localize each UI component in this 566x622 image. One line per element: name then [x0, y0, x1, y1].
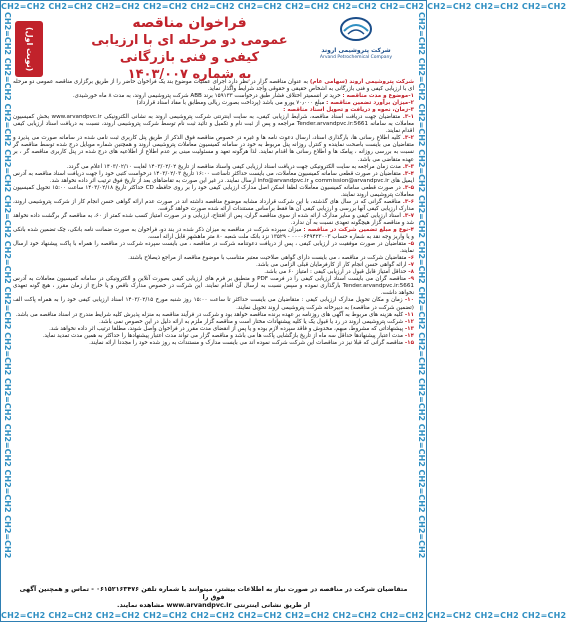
clause-3-3	[13, 164, 414, 171]
clause-lead: ۸-	[408, 269, 414, 276]
clause-text: متقاضیان در صورت موفقیت در ارزیابی کیفی ، پس از دریافت دعوتنامه شرکت در مناقصه ، می بایست سپرده شرکت در مناقصه را همراه با پاکت پیشنهاد خود ارسال نمایند.	[13, 241, 414, 255]
footer-line-1: متقاضیان شرکت در مناقصه در صورت نیاز به اطلاعات بیشتر، میتوانند با شماره تلفن ۰۶۱۵۲۱۶۳۴۷۶ - تماس و همچنین آگهی فوق را	[19, 585, 408, 601]
announcement-content	[13, 79, 414, 347]
clause-lead: ۳-۶.	[402, 198, 414, 205]
clause-3-1	[13, 114, 414, 135]
clause-text: مدت اعتبار پیشنهادها حداقل سه ماه از تاریخ بازگشایی پاکت ها می باشد و مناقصه گزار می تواند مدت اعتبار پیشنهادها را حداکثر به همین مدت تمدید نماید.	[42, 332, 405, 339]
clause-text: میزان سپرده شرکت در مناقصه به میزان ذکر شده در بند دو، فراخوان به صورت ضمانت نامه بانکی، چک تضمین شده بانکی و یا واریز وجه نقد به شماره حساب ۰۰۰۰۶۴۹۴۲۳۰۰۳ - ۱۳۵۲۹ نزد بانک ملت شعبه ۸۰ متر ماهشهر قابل ارائه است.	[13, 226, 414, 241]
clause-lead: ۱-موضوع و مدت مناقصه :	[342, 93, 414, 100]
logo-mark-icon	[339, 15, 373, 43]
clause-lead: ۳-۳.	[402, 163, 414, 170]
clause-14	[13, 333, 414, 340]
clause-text: حداقل امتیاز قابل قبول در ارزیابی کیفی : امتیاز ۶۰ می باشد.	[264, 269, 409, 276]
clause-text: متقاضیان در صورت قطعی سامانه کمیسیون معاملات، می بایست حداکثر تاساعت ۱۶:۰۰ تاریخ ۱۴۰۳/۰۲/۰۳ درخواست کتبی خود را جهت دریافت اسناد مناقصه به آدرس ایمیل های commission@arvandpvc.ir و info@arvandpvc.ir ارسال نمایند. در غیر این صورت به تقاضاهای بعد از تاریخ فوق ترتیب اثر داده نخواهد شد.	[13, 170, 414, 184]
clause-lead: ۶-	[408, 255, 414, 262]
footer-line-2: از طریق نشانی اینترنتی www.arvandpvc.ir مشاهده نمایند.	[117, 601, 310, 609]
clause-text: متقاضیان شرکت در مناقصه ، می بایست دارای گواهی صلاحیت معتبر متناسب با موضوع مناقصه از مراجع ذیصلاح باشند.	[128, 255, 409, 262]
intro-lead: شرکت پتروشیمی اروند (سهامی عام)	[309, 79, 414, 85]
clause-lead: ۱۵-	[404, 339, 414, 346]
clause-10	[13, 297, 414, 311]
clause-lead: ۳-۵.	[402, 184, 415, 191]
clause-lead: ۱۴-	[404, 332, 414, 339]
clause-4	[13, 227, 414, 241]
right-border-pattern: CH2=CH2 CH2=CH2 CH2=CH2 CH2=CH2 CH2=CH2 CH2=CH2 CH2=CH2 CH2=CH2 CH2=CH2 CH2=CH2 CH2=CH2 CH2=CH2	[417, 12, 426, 559]
clause-text: ارائه گواهی حسن انجام کار از کارفرمایان قبلی الزامی می باشد.	[256, 262, 409, 269]
edition-badge: (نوبت اول)	[15, 21, 43, 77]
clause-3-6	[13, 199, 414, 213]
announcement-title: فراخوان مناقصه	[132, 15, 247, 31]
clause-15	[13, 340, 414, 347]
clause-lead: ۴-نوع و مبلغ تضمین شرکت در مناقصه :	[303, 226, 414, 233]
clause-9	[13, 276, 414, 297]
clause-text: خرید تر انسمیتر اختلاف فشار طبق درخواست ۱۵۹۱۳۳ برند ABB شرکت پتروشیمی اروند، به مدت ۸ ماه خورشیدی.	[72, 93, 343, 100]
clause-lead: ۳-۱.	[402, 114, 414, 121]
clause-12	[13, 319, 414, 326]
company-name: شرکت پتروشیمی اروند	[321, 47, 391, 54]
clause-3-4	[13, 171, 414, 185]
left-border-pattern: CH2=CH2 CH2=CH2 CH2=CH2 CH2=CH2 CH2=CH2 CH2=CH2 CH2=CH2 CH2=CH2 CH2=CH2 CH2=CH2 CH2=CH2 CH2=CH2	[3, 12, 12, 559]
announcement-subtitle: عمومی دو مرحله ای با ارزیابی کیفی و فنی بازرگانی	[91, 33, 288, 65]
clause-lead: ۳-۴.	[402, 170, 414, 177]
tender-number: به شماره ۱۴۰۳/۰۰۷	[127, 67, 252, 82]
announcement-body	[13, 13, 414, 609]
company-logo	[302, 15, 410, 67]
clause-text: شرکت پتروشیمی اروند در رد یا قبول یک یا کلیه پیشنهادات مختار است و مناقصه گزار ملزم به ارائه دلیل در این خصوص نمی باشد.	[99, 318, 405, 325]
clause-lead: ۳-زمان، نحوه و دریافت و تحویل اسناد مناقصه :	[283, 107, 414, 114]
clause-11	[13, 312, 414, 319]
clause-text: مناقصه گرانی که قبلا نیز در مناقصات این شرکت شرکت نموده اند می بایست مدارک و مستندات به روز شده خود را مجددا ارائه نمایند.	[89, 339, 405, 346]
company-name-en: Arvand Petrochemical Company	[319, 55, 393, 60]
clause-lead: ۱۲-	[404, 318, 414, 325]
clause-2	[13, 100, 414, 107]
clause-text: مناقصه گران می بایست اسناد ارزیابی کیفی را در فرمت PDF و منطبق بر فرم های ارزیابی کیفی بصورت آنلاین و الکترونیکی در سامانه کمیسیون معاملات به آدرس Tender.arvandpvc.ir:5661 بارگذاری نموده و سپس نسبت به ارسال آن اقدام نمایند. این شرکت در خصوص مدارک ناقص و یا خارج از زمان مقرر ، هیچ گونه تعهدی نخواهد داشت.	[13, 276, 414, 297]
clause-13	[13, 326, 414, 333]
footer-contact	[13, 585, 414, 609]
clause-lead: ۷-	[408, 262, 414, 269]
clause-3-7	[13, 213, 414, 227]
clause-text: مناقصه گرانی که در سال های گذشته، با این شرکت قرارداد مشابه موضوع مناقصه داشته اند در صورت عدم ارائه گواهی حسن انجام کار از شرکت پتروشیمی اروند، مدارک ارزیابی کیفی آنها بررسی و ارزیابی کیفی آن ها فقط براساس مستندات ارائه شده صورت خواهد گرفت.	[13, 198, 414, 212]
title-block	[83, 15, 296, 83]
clause-lead: ۳-۲.	[402, 135, 414, 142]
clause-text: مدت زمان مراجعه به سایت الکترونیکی جهت دریافت اسناد ارزیابی کیفی واسناد مناقصه از تاریخ ۱۴۰۳/۰۲/۰۲ لغایت ۱۴۰۳/۰۲/۱۰ اعلام می گردد.	[66, 163, 403, 170]
top-border-pattern: CH2=CH2 CH2=CH2 CH2=CH2 CH2=CH2 CH2=CH2 CH2=CH2 CH2=CH2 CH2=CH2 CH2=CH2 CH2=CH2 CH2=CH2 CH2=CH2	[1, 2, 566, 11]
clause-text: کلیه اطلاع رسانی ها، بارگذاری اسناد، ارسال دعوت نامه ها و غیره در خصوص مناقصه فوق الذکر از طریق پنل کاربری ثبت نامی شده در سامانه صورت می پذیرد و متقاضیان می بایست باصحت نماینده و کنترل روزانه پنل مربوط به خود در سامانه کمیسیون معاملات پتروشیمی اروند و همچنین شماره موبایل درج شده توسط مناقصه گر نسبت به بررسی روزانه ، پیامک ها و اطلاع رسانی ها اقدام نمایند. لذا هرگونه تعهد و مسئولیت مبنی بر عدم اطلاع از اطلاعیه های درج شده در پنل کاربری مناقصه گر ، بر عهده متقاضی می باشد.	[13, 135, 414, 163]
bottom-border-pattern: CH2=CH2 CH2=CH2 CH2=CH2 CH2=CH2 CH2=CH2 CH2=CH2 CH2=CH2 CH2=CH2 CH2=CH2 CH2=CH2 CH2=CH2 CH2=CH2	[1, 611, 566, 620]
clause-text: پیشنهاداتی که مشروط، مبهم، مخدوش و فاقد سپرده لازم بوده و یا پس از انقضای مدت مقرر در فراخوان واصل شوند، مطلقا ترتیب اثر داده نخواهد شد.	[49, 325, 405, 332]
clause-text: متقاضیان جهت دریافت اسناد مناقصه، شرایط ارزیابی کیفی، به سایت اینترنتی شرکت پتروشیمی اروند به نشانی الکترونیکی www.arvandpvc.ir بخش کمیسیون معاملات به سامانه Tender.arvandpvc.ir:5661 مراجعه و پس از ثبت نام و تکمیل و تائید ثبت نام توسط شرکت پتروشیمی اروند، نسبت به دریافت اسناد ارزیابی کیفی اقدام نمایند.	[13, 114, 414, 135]
clause-lead: ۱۱-	[404, 311, 414, 318]
clause-text: مبلغ ۷۰٫۰۰۰ یورو می باشد (پرداخت بصورت ریالی ومطابق با مفاد اسناد قرارداد)	[136, 100, 327, 107]
clause-text: کلیه هزینه های مربوط به آگهی های روزنامه بر عهده برنده مناقصه خواهد بود و شرکت در فرآیند مناقصه به منزله پذیرش کلیه شرایط مندرج در اسناد مناقصه می باشد.	[15, 311, 405, 318]
clause-lead: ۱۰-	[404, 297, 414, 304]
clause-lead: ۹-	[408, 276, 414, 283]
clause-lead: ۱۳-	[404, 325, 414, 332]
clause-text: زمان و مکان تحویل مدارک ارزیابی کیفی : متقاضیان می بایست حداکثر تا ساعت ۱۵:۰۰ روز شنبه مورخ ۱۴۰۳/۰۲/۱۵ اسناد ارزیابی کیفی خود را به همراه پاکت الف (تضمین شرکت در مناقصه) به دبیرخانه شرکت پتروشیمی اروند تحویل نمایند.	[13, 297, 414, 311]
clause-3-2	[13, 135, 414, 163]
clause-lead: ۵-	[408, 241, 414, 248]
clause-text: در صورت قطعی سامانه کمیسیون معاملات لطفا اسکن اصل مدارک ارزیابی کیفی خود را بر روی حافظه CD حداکثر تاریخ ۱۴۰۳/۰۲/۱۸ ساعت ۱۵:۰۰ تحویل کمیسیون معاملات پتروشیمی اروند نمایند.	[13, 184, 414, 198]
clause-lead: ۳-۷.	[402, 212, 414, 219]
clause-lead: ۲-میزان برآورد تضمین مناقصه :	[326, 100, 414, 107]
intro-text: به عنوان مناقصه گزار در نظر دارد اجرای عملیات موضوع بند یک فراخوان حاضر را از طریق برگزاری مناقصه عمومی دو مرحله ای با ارزیابی کیفی و فنی بازرگانی به اشخاص حقیقی و حقوقی واجد شرایط واگذار نماید.	[13, 79, 414, 93]
clause-3-5	[13, 185, 414, 199]
clause-5	[13, 241, 414, 255]
clause-text: اسناد ارزیابی کیفی و سایر مدارک ارائه شده از سوی مناقصه گران، پس از افتتاح، ارزیابی و در صورت امتیاز کسب شده کمتر از ۶۰، به مناقصه گر برگشت داده نخواهد شد و مناقصه گزار هیچگونه تعهدی نسبت به آن ندارد.	[13, 212, 414, 226]
